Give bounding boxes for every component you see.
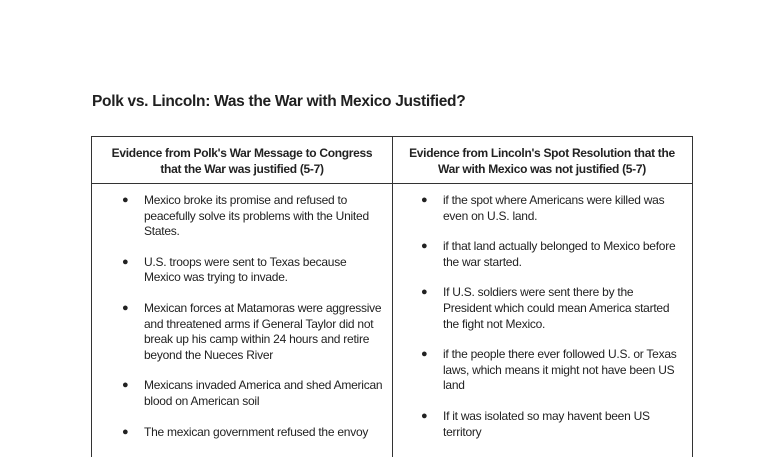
list-item	[122, 193, 384, 240]
list-item-text: If U.S. soldiers were sent there by the President which could mean America started the fight not Mexico.	[443, 285, 670, 331]
lincoln-column-header: Evidence from Lincoln's Spot Resolution that the War with Mexico was not justified (5-7)	[409, 146, 675, 176]
polk-evidence-list	[122, 193, 384, 440]
polk-column-header: Evidence from Polk's War Message to Congress that the War was justified (5-7)	[111, 146, 373, 176]
evidence-table	[91, 136, 693, 457]
list-item-text: Mexican forces at Matamoras were aggressive and threatened arms if General Taylor did not break up his camp within 24 hours and retire beyond the Nueces River	[144, 300, 382, 362]
bullet-icon: ●	[421, 409, 428, 422]
bullet-icon: ●	[421, 240, 428, 253]
list-item-text: if the spot where Americans were killed was even on U.S. land.	[443, 193, 665, 223]
list-item	[421, 285, 683, 332]
list-item-text: if that land actually belonged to Mexico before the war started.	[443, 239, 676, 269]
bullet-icon: ●	[421, 348, 428, 361]
bullet-icon: ●	[421, 194, 428, 206]
list-item	[122, 301, 384, 363]
column-divider	[392, 137, 393, 457]
bullet-icon: ●	[122, 425, 129, 438]
list-item-text: The mexican government refused the envoy	[144, 424, 369, 439]
list-item	[421, 409, 683, 440]
table-header-row	[92, 137, 692, 184]
bullet-icon: ●	[122, 301, 129, 314]
lincoln-evidence-list	[421, 193, 683, 440]
list-item-text: Mexicans invaded America and shed American blood on American soil	[144, 378, 383, 408]
list-item-text: if the people there ever followed U.S. or Texas laws, which means it might not have been US land	[443, 347, 677, 393]
bullet-icon: ●	[421, 286, 428, 299]
bullet-icon: ●	[122, 379, 129, 392]
document-title: Polk vs. Lincoln: Was the War with Mexico Justified?	[92, 93, 466, 110]
list-item	[122, 378, 384, 409]
list-item-text: U.S. troops were sent to Texas because Mexico was trying to invade.	[144, 254, 347, 285]
list-item	[122, 255, 384, 286]
list-item	[421, 347, 683, 394]
bullet-icon: ●	[122, 194, 129, 206]
list-item-text: Mexico broke its promise and refused to peacefully solve its problems with the United States.	[144, 193, 369, 239]
list-item	[421, 193, 683, 224]
list-item	[122, 425, 384, 441]
list-item-text: If it was isolated so may havent been US territory	[443, 408, 650, 439]
bullet-icon: ●	[122, 255, 129, 268]
list-item	[421, 239, 683, 270]
